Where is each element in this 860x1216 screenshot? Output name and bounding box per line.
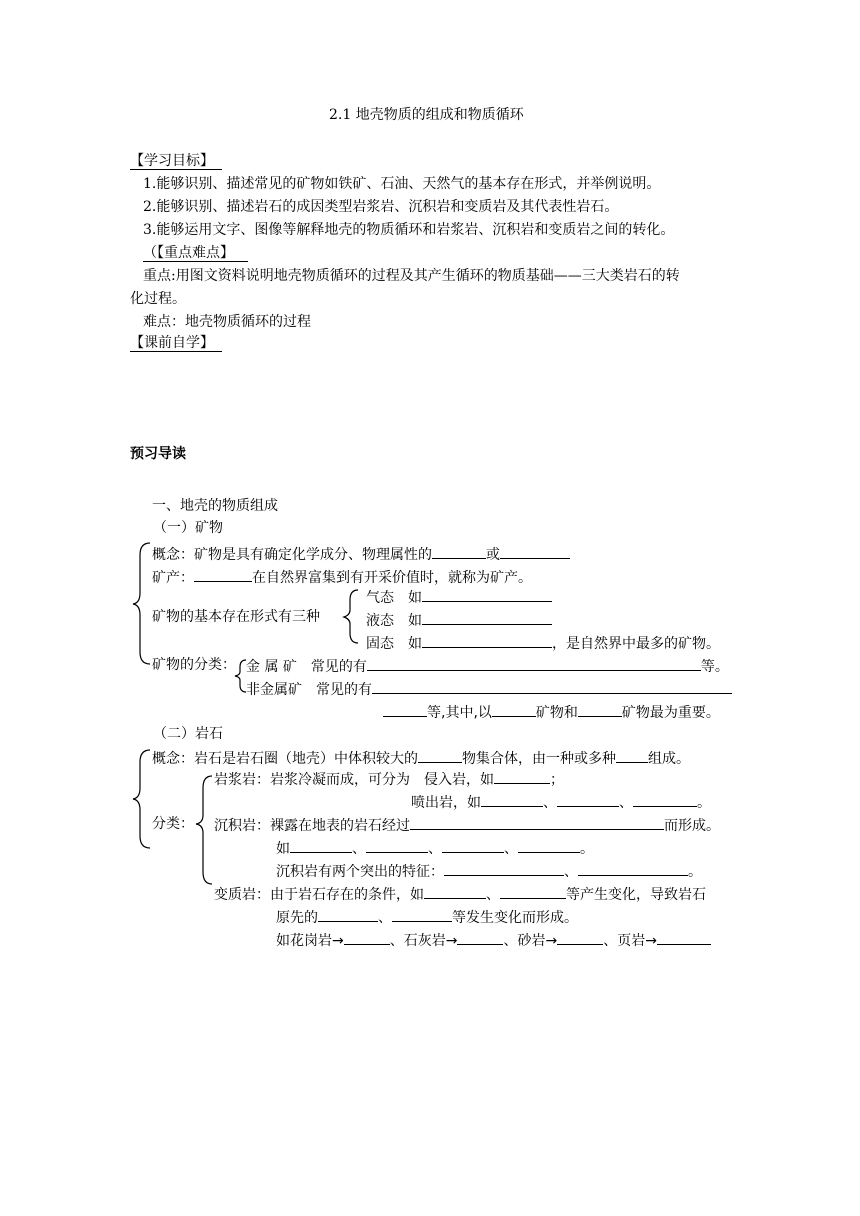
answer-blank[interactable] (444, 862, 564, 876)
sep: 、 (504, 841, 518, 857)
solid-label: 固态 如 (366, 636, 422, 652)
key-point-text: 重点:用图文资料说明地壳物质循环的过程及其产生循环的物质基础——三大类岩石的转 (143, 268, 680, 284)
period: 。 (697, 795, 711, 811)
form-solid (366, 634, 720, 653)
answer-blank[interactable] (457, 931, 503, 945)
solid-suffix: ，是自然界中最多的矿物。 (552, 636, 720, 652)
answer-blank[interactable] (500, 545, 570, 559)
answer-blank[interactable] (424, 885, 486, 899)
objective-item: 3.能够运用文字、图像等解释地壳的物质循环和岩浆岩、沉积岩和变质岩之间的转化。 (143, 222, 675, 238)
answer-blank[interactable] (422, 611, 552, 625)
self-study-heading: 【课前自学】 (130, 335, 214, 351)
nonmetal-text: 矿物最为重要。 (621, 705, 720, 721)
deposit-suffix: 在自然界富集到有开采价值时，就称为矿产。 (252, 570, 532, 586)
metamorphic-text: 变质岩：由于岩石存在的条件，如 (214, 887, 424, 903)
answer-blank[interactable] (392, 908, 452, 922)
answer-blank[interactable] (318, 908, 378, 922)
metamorphic-example: 、页岩→ (603, 933, 657, 949)
answer-blank[interactable] (481, 793, 543, 807)
sedimentary-rock (214, 816, 720, 835)
rock-concept-text: 物集合体，由一种或多种 (462, 751, 616, 767)
mineral-forms-label: 矿物的基本存在形式有三种 (152, 609, 320, 625)
metamorphic-text: 原先的 (276, 910, 318, 926)
preview-heading: 预习导读 (130, 446, 186, 462)
sep: 、 (543, 795, 557, 811)
rock-concept (152, 749, 690, 768)
rocks-heading: （二）岩石 (153, 726, 223, 742)
metal-suffix: 等。 (700, 659, 729, 675)
mineral-class-label (152, 657, 236, 674)
answer-blank[interactable] (194, 568, 252, 582)
sep: 、 (428, 841, 442, 857)
metamorphic-mid: 等产生变化，导致岩石 (566, 887, 706, 903)
answer-blank[interactable] (290, 839, 352, 853)
sedimentary-features-label: 沉积岩有两个突出的特征： (276, 864, 444, 880)
section-heading: 一、地壳的物质组成 (152, 498, 278, 514)
nonmetal-label: 非金属矿 常见的有 (246, 682, 372, 698)
extrusive-label: 喷出岩，如 (411, 795, 481, 811)
answer-blank[interactable] (578, 703, 622, 717)
metamorphic-example: 、石灰岩→ (389, 933, 458, 949)
mineral-concept-text: 概念：矿物是具有确定化学成分、物理属性的 (152, 547, 432, 563)
answer-blank[interactable] (383, 703, 427, 717)
mineral-deposit (152, 568, 532, 587)
mineral-concept (152, 545, 570, 564)
difficulty-text: 难点：地壳物质循环的过程 (143, 314, 311, 330)
metamorphic-cont (276, 908, 578, 927)
rock-class-label (152, 816, 194, 833)
objectives-heading: 【学习目标】 (130, 153, 214, 169)
igneous-end: ； (550, 772, 564, 788)
answer-blank[interactable] (442, 839, 504, 853)
igneous-rock (214, 770, 564, 789)
class-label: 分类 (152, 816, 180, 832)
metamorphic-example: 、砂岩→ (503, 933, 558, 949)
colon-text: ： (222, 657, 236, 673)
answer-blank[interactable] (557, 793, 619, 807)
sep: 、 (352, 841, 366, 857)
answer-blank[interactable] (366, 839, 428, 853)
answer-blank[interactable] (410, 816, 664, 830)
nonmetal-text: 等,其中,以 (427, 705, 492, 721)
metal-label: 金 属 矿 常见的有 (246, 659, 367, 675)
nonmetal-ore (246, 680, 732, 699)
sep: 、 (619, 795, 633, 811)
objective-item: 2.能够识别、描述岩石的成因类型岩浆岩、沉积岩和变质岩及其代表性岩石。 (143, 199, 619, 215)
nonmetal-text: 矿物和 (535, 705, 578, 721)
key-points-heading: （【重点难点】 (143, 245, 234, 261)
or-text: 或 (486, 547, 500, 563)
answer-blank[interactable] (494, 770, 550, 784)
objective-item: 1.能够识别、描述常见的矿物如铁矿、石油、天然气的基本存在形式，并举例说明。 (143, 176, 661, 192)
answer-blank[interactable] (633, 793, 697, 807)
class-label: 矿物的分类 (152, 657, 222, 673)
answer-blank[interactable] (372, 680, 732, 694)
answer-blank[interactable] (432, 545, 486, 559)
key-point-text-cont: 化过程。 (130, 291, 186, 307)
page-title: 2.1 地壳物质的组成和物质循环 (329, 107, 524, 123)
rock-concept-text: 组成。 (648, 751, 690, 767)
metamorphic-example: 如花岗岩→ (276, 933, 344, 949)
sedimentary-end: 而形成。 (664, 818, 720, 834)
answer-blank[interactable] (616, 749, 648, 763)
sedimentary-examples-label: 如 (276, 841, 290, 857)
form-liquid (366, 611, 552, 630)
period: 。 (688, 864, 702, 880)
answer-blank[interactable] (657, 931, 711, 945)
answer-blank[interactable] (367, 657, 701, 671)
form-gas (366, 588, 552, 607)
metal-ore (246, 657, 729, 676)
rock-concept-text: 概念：岩石是岩石圈（地壳）中体积较大的 (152, 751, 418, 767)
answer-blank[interactable] (518, 839, 580, 853)
answer-blank[interactable] (492, 703, 536, 717)
answer-blank[interactable] (578, 862, 688, 876)
answer-blank[interactable] (557, 931, 603, 945)
sedimentary-examples (276, 839, 594, 858)
metamorphic-rock (214, 885, 706, 904)
answer-blank[interactable] (418, 749, 462, 763)
sep: 、 (564, 864, 578, 880)
nonmetal-ore-cont (383, 703, 720, 722)
answer-blank[interactable] (500, 885, 566, 899)
sep: 、 (486, 887, 500, 903)
colon-text: ： (180, 816, 194, 832)
answer-blank[interactable] (422, 634, 552, 648)
sep: 、 (378, 910, 392, 926)
period: 。 (580, 841, 594, 857)
sedimentary-text: 沉积岩：裸露在地表的岩石经过 (214, 818, 410, 834)
answer-blank[interactable] (344, 931, 390, 945)
deposit-prefix: 矿产： (152, 570, 194, 586)
metamorphic-examples (276, 931, 711, 950)
gas-label: 气态 如 (366, 590, 422, 606)
minerals-heading: （一）矿物 (153, 520, 223, 536)
extrusive-rock (411, 793, 711, 812)
metamorphic-end: 等发生变化而形成。 (452, 910, 578, 926)
igneous-text: 岩浆岩：岩浆冷凝而成，可分为 侵入岩，如 (214, 772, 494, 788)
sedimentary-features (276, 862, 702, 881)
liquid-label: 液态 如 (366, 613, 422, 629)
answer-blank[interactable] (422, 588, 552, 602)
